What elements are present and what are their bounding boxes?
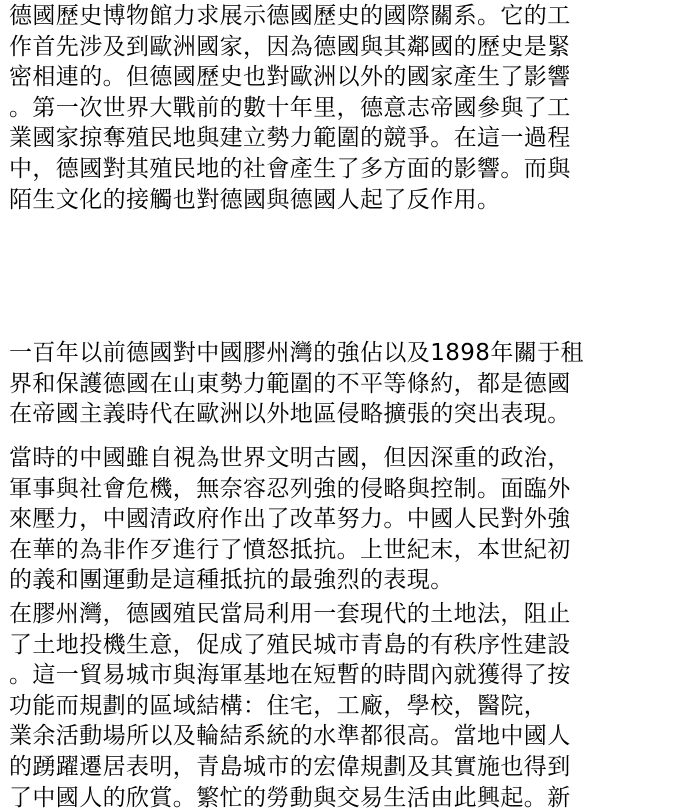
text-line: 在華的為非作歹進行了憤怒抵抗。上世紀末，本世紀初 [9,536,571,563]
text-line: 一百年以前德國對中國膠州灣的強佔以及1898年關于租 [9,340,584,366]
text-line: 。這一貿易城市與海軍基地在短暫的時間內就獲得了按 [9,662,571,689]
paragraph-china-crisis-resistance [9,443,695,596]
text-line: 業國家掠奪殖民地與建立勢力範圍的競爭。在這一過程 [9,125,571,152]
text-line: 德國歷史博物館力求展示德國歷史的國際關系。它的工 [9,3,571,29]
text-line: 在帝國主義時代在歐洲以外地區侵略擴張的突出表現。 [9,401,571,428]
text-line: 的踴躍遷居表明，青島城市的宏偉規劃及其實施也得到 [9,753,571,780]
paragraph-jiaozhou-bay-occupation [9,338,695,430]
text-line: 界和保護德國在山東勢力範圍的不平等條約，都是德國 [9,370,571,397]
paragraph-museum-international-relations [9,1,695,215]
text-line: 軍事與社會危機，無奈容忍列強的侵略與控制。面臨外 [9,475,571,502]
text-line: 了土地投機生意，促成了殖民城市青島的有秩序性建設 [9,631,571,658]
text-line: 的義和團運動是這種抵抗的最強烈的表現。 [9,567,454,594]
text-line: 中，德國對其殖民地的社會產生了多方面的影響。而與 [9,155,571,182]
text-line: 了中國人的欣賞。繁忙的勞動與交易生活由此興起。新 [9,784,571,811]
text-line: 。第一次世界大戰前的數十年里，德意志帝國參與了工 [9,94,571,121]
text-line: 功能而規劃的區域結構：住宅，工廠，學校，醫院， [9,692,548,719]
text-line: 當時的中國雖自視為世界文明古國，但因深重的政治， [9,445,571,471]
paragraph-qingdao-development [9,599,695,812]
text-line: 在膠州灣，德國殖民當局利用一套現代的土地法，阻止 [9,601,571,627]
text-line: 作首先涉及到歐洲國家，因為德國與其鄰國的歷史是緊 [9,33,571,60]
text-line: 陌生文化的接觸也對德國與德國人起了反作用。 [9,186,501,213]
text-line: 業余活動場所以及輪結系統的水準都很高。當地中國人 [9,723,571,750]
text-line: 來壓力，中國清政府作出了改革努力。中國人民對外強 [9,506,571,533]
text-line: 密相連的。但德國歷史也對歐洲以外的國家產生了影響 [9,64,571,91]
